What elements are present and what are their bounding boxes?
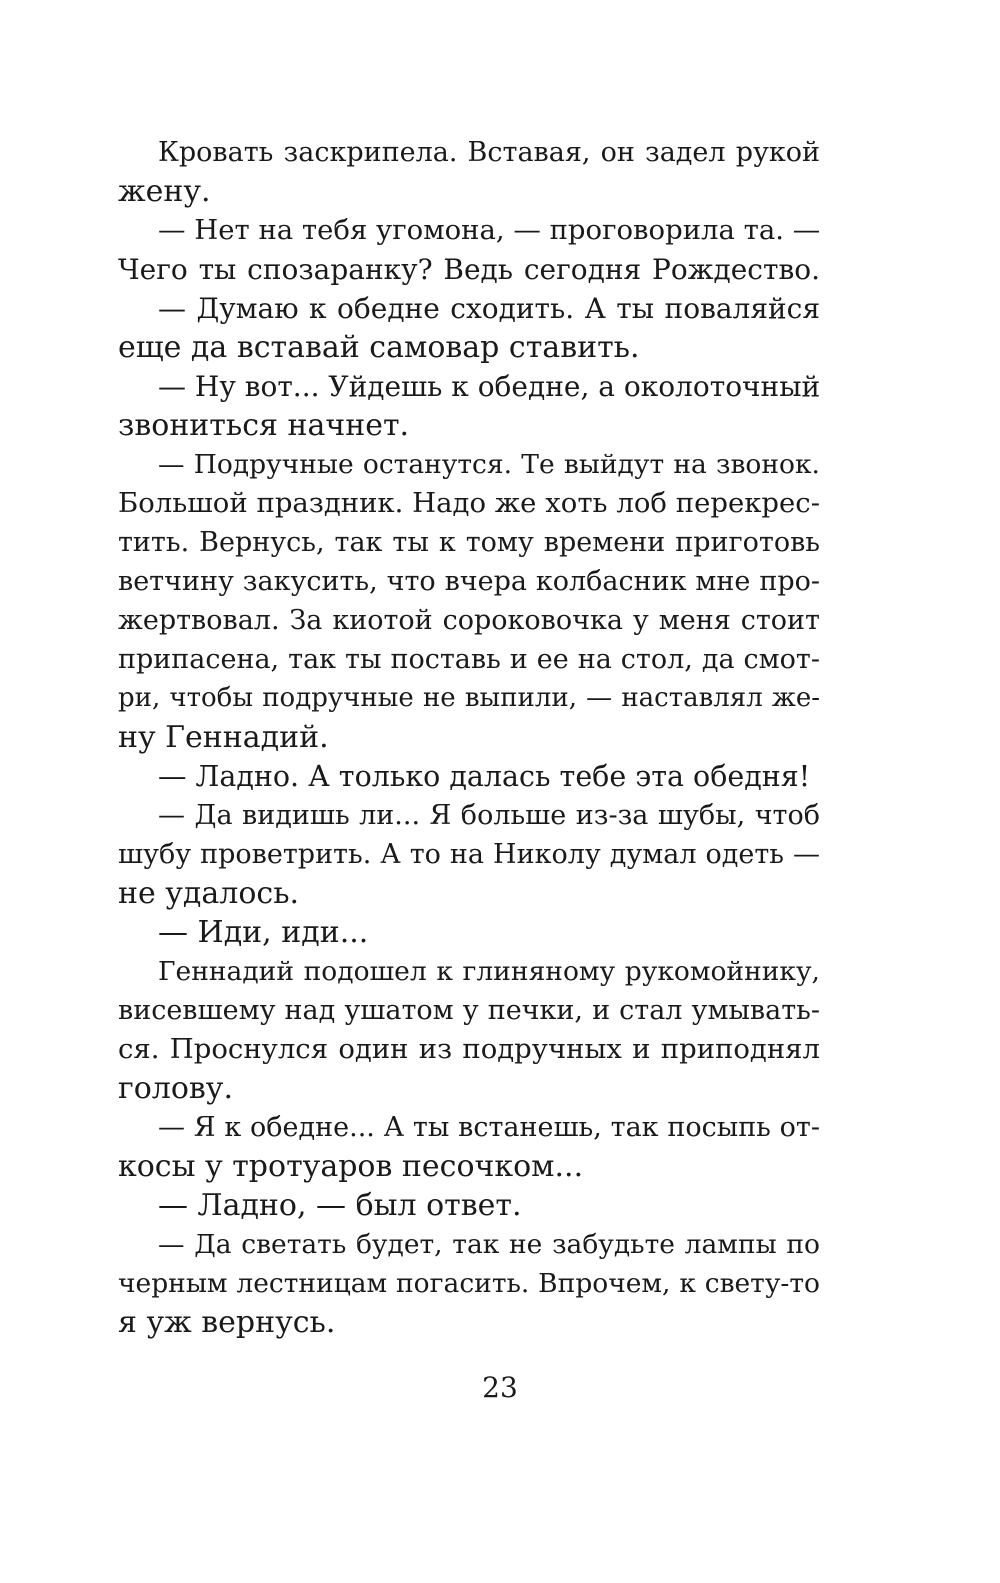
page-number: 23	[482, 1371, 518, 1404]
text-line: — Иди, иди...	[158, 915, 369, 950]
text-line: — Ладно, — был ответ.	[158, 1188, 522, 1223]
text-line: еще да вставай самовар ставить.	[118, 330, 640, 365]
text-line: ри, чтобы подручные не выпили, — наставлял же-	[118, 683, 820, 713]
text-line: — Ладно. А только далась тебе эта обедня!	[158, 760, 811, 793]
text-line: — Подручные останутся. Те выйдут на звонок.	[158, 449, 820, 480]
text-line: висевшему над ушатом у печки, и стал умывать-	[118, 995, 820, 1026]
text-line: звониться начнет.	[118, 408, 410, 443]
text-line: — Да видишь ли... Я больше из-за шубы, чтоб	[158, 800, 820, 831]
text-line: голову.	[118, 1071, 233, 1106]
text-line: — Я к обедне... А ты встанешь, так посыпь от-	[158, 1112, 820, 1143]
text-line: не удалось.	[118, 876, 300, 911]
text-line: Кровать заскрипела. Вставая, он задел рукой	[158, 137, 820, 168]
text-line: припасена, так ты поставь и ее на стол, да смот-	[118, 644, 820, 675]
text-line: Геннадий подошел к глиняному рукомойнику,	[158, 956, 820, 987]
text-line: жену.	[118, 174, 211, 209]
text-line: Чего ты спозаранку? Ведь сегодня Рождество.	[118, 253, 820, 286]
text-line: черным лестницам погасить. Впрочем, к свету-то	[118, 1268, 820, 1299]
text-line: ветчину закусить, что вчера колбасник мне про-	[118, 566, 820, 597]
text-line: — Ну вот... Уйдешь к обедне, а околоточный	[158, 370, 821, 403]
text-line: — Думаю к обедне сходить. А ты поваляйся	[158, 292, 820, 325]
text-line: шубу проветрить. А то на Николу думал одеть —	[118, 839, 820, 870]
text-line: косы у тротуаров песочком...	[118, 1149, 584, 1184]
text-line: ну Геннадий.	[118, 720, 329, 755]
text-line: Большой праздник. Надо же хоть лоб перекрес-	[118, 487, 820, 519]
text-line: — Нет на тебя угомона, — проговорила та. —	[158, 214, 821, 246]
text-line: — Да светать будет, так не забудьте лампы по	[158, 1229, 820, 1260]
text-line: я уж вернусь.	[118, 1305, 336, 1340]
text-line: ся. Проснулся один из подручных и приподнял	[118, 1033, 820, 1065]
text-line: жертвовал. За киотой сороковочка у меня стоит	[118, 605, 820, 636]
page-text	[118, 133, 820, 1342]
text-line: тить. Вернусь, так ты к тому времени приготовь	[118, 527, 820, 558]
